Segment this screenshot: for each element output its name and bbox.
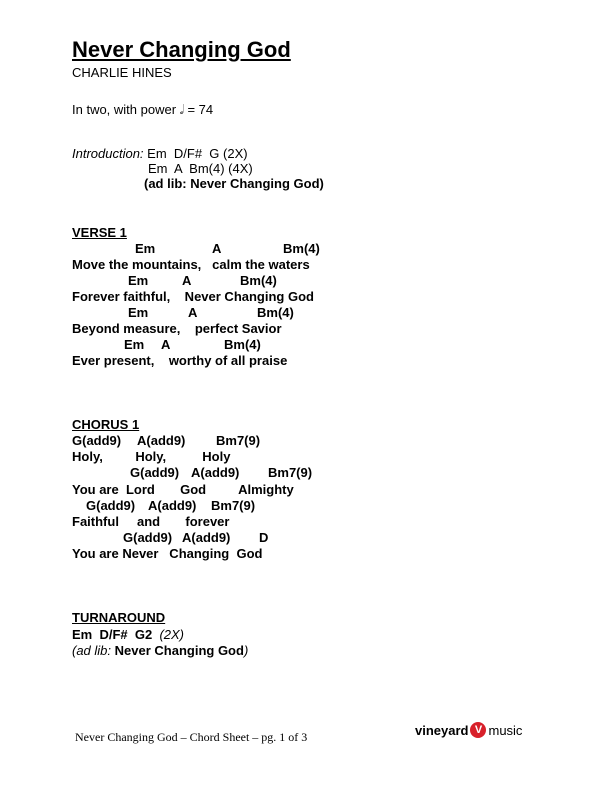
chord: A(add9)	[148, 498, 197, 513]
chord: Bm7(9)	[211, 498, 256, 513]
chord: Bm(4)	[283, 241, 320, 256]
logo-mark-icon: V	[470, 722, 486, 738]
chords: Em D/F# G2	[72, 627, 153, 642]
intro-line-3: (ad lib: Never Changing God)	[144, 176, 324, 191]
chord: Em	[128, 273, 149, 288]
verse-heading: VERSE 1	[72, 225, 127, 240]
adlib-open: (ad lib:	[72, 643, 112, 658]
intro-chords-1: Em D/F# G (2X)	[147, 146, 248, 161]
turnaround-chords	[72, 628, 184, 641]
lyric-line: Forever faithful, Never Changing God	[72, 289, 314, 304]
chord: A	[212, 241, 222, 256]
tempo-text: In two, with power	[72, 102, 177, 117]
tempo-bpm: = 74	[187, 102, 214, 117]
chord: G(add9)	[130, 465, 180, 480]
chord: A	[188, 305, 198, 320]
song-title: Never Changing God	[72, 37, 291, 62]
author: CHARLIE HINES	[72, 65, 172, 80]
chord: G(add9)	[123, 530, 173, 545]
turnaround-heading: TURNAROUND	[72, 610, 166, 625]
lyric-line: Move the mountains, calm the waters	[72, 257, 310, 272]
chord: G(add9)	[72, 433, 122, 448]
chord: Bm7(9)	[268, 465, 313, 480]
lyric-line: Faithful and forever	[72, 514, 230, 529]
chord: A(add9)	[137, 433, 186, 448]
chord: Em	[135, 241, 156, 256]
chord: G(add9)	[86, 498, 136, 513]
chord: A	[161, 337, 171, 352]
turnaround-adlib	[72, 644, 248, 657]
adlib-text: Never Changing God	[111, 643, 244, 658]
half-note-icon: 𝅗𝅥	[179, 102, 184, 117]
lyric-line: Ever present, worthy of all praise	[72, 353, 288, 368]
chord: Bm(4)	[224, 337, 261, 352]
intro-line-2: Em A Bm(4) (4X)	[148, 161, 253, 176]
lyric-line: You are Lord God Almighty	[72, 482, 294, 497]
intro-line-1	[72, 147, 248, 160]
intro-label: Introduction:	[72, 146, 144, 161]
lyric-line: You are Never Changing God	[72, 546, 263, 561]
chord: A(add9)	[191, 465, 240, 480]
chord: Bm(4)	[240, 273, 277, 288]
chord: Em	[124, 337, 145, 352]
chord: Bm(4)	[257, 305, 294, 320]
lyric-line: Holy, Holy, Holy	[72, 449, 231, 464]
repeat: (2X)	[159, 627, 184, 642]
chorus-heading: CHORUS 1	[72, 417, 140, 432]
chord: A	[182, 273, 192, 288]
chord: A(add9)	[182, 530, 231, 545]
adlib-close: )	[243, 643, 249, 658]
lyric-line: Beyond measure, perfect Savior	[72, 321, 282, 336]
vineyard-music-logo	[415, 722, 522, 738]
logo-left: vineyard	[415, 722, 469, 738]
footer-text: Never Changing God – Chord Sheet – pg. 1 of 3	[75, 730, 308, 744]
chord: Bm7(9)	[216, 433, 261, 448]
logo-right: music	[488, 722, 523, 738]
chord: D	[259, 530, 269, 545]
tempo	[72, 103, 213, 116]
chord: Em	[128, 305, 149, 320]
